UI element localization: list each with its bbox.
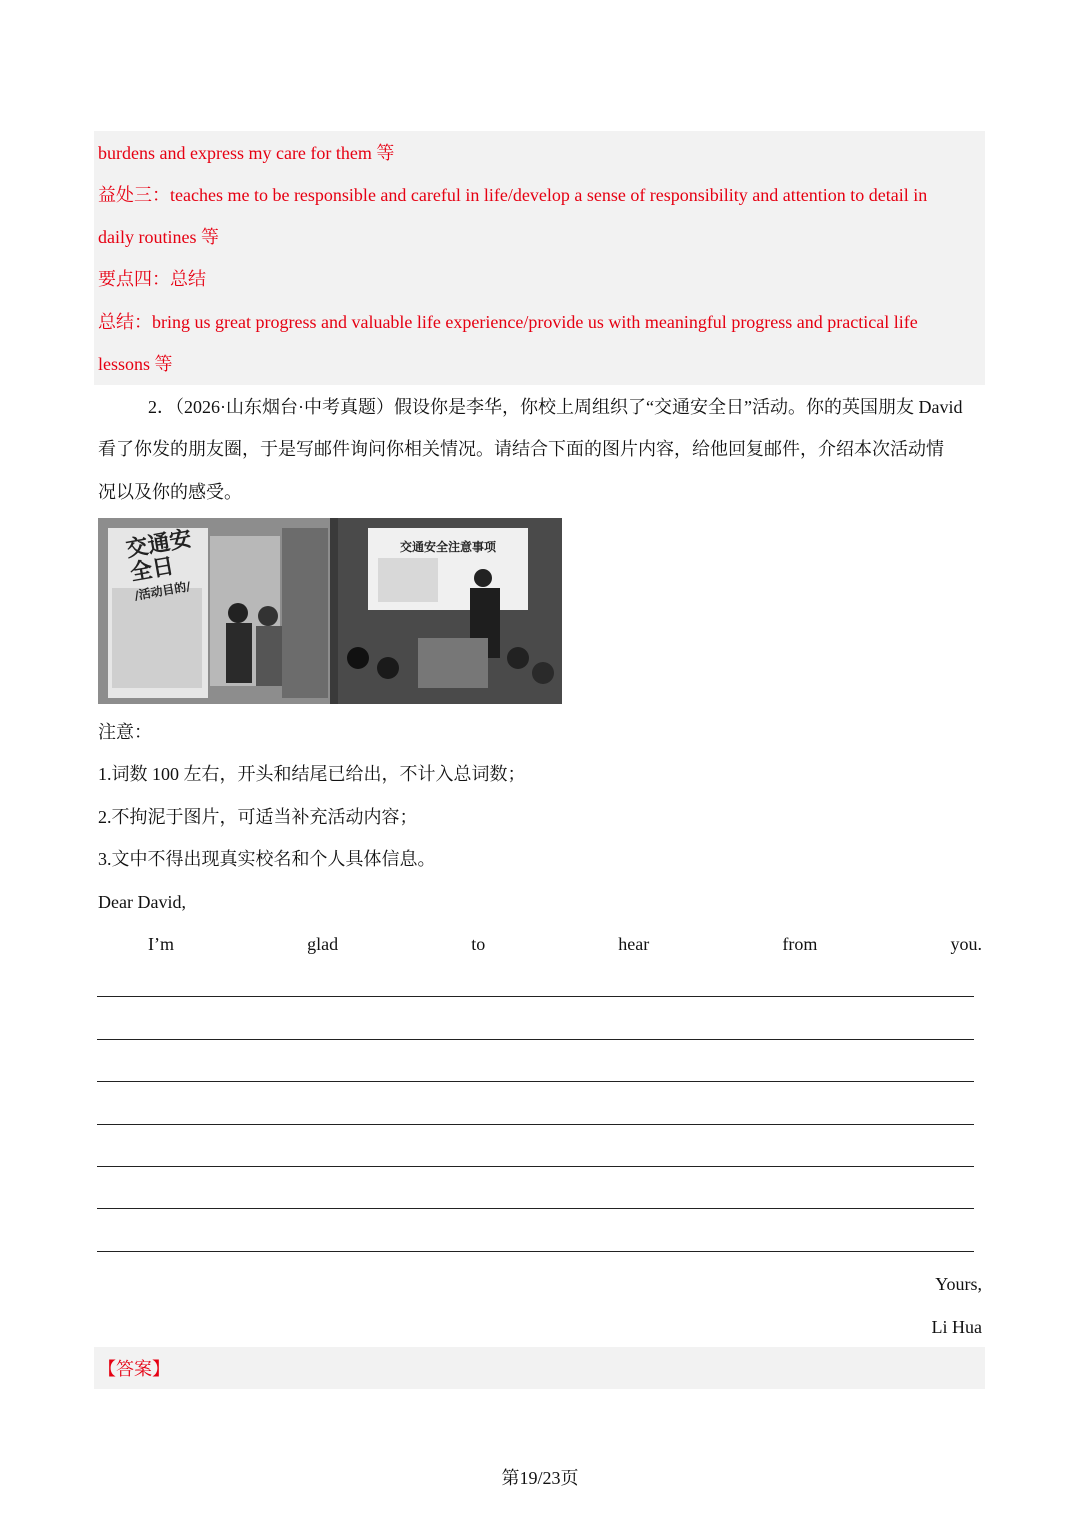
opening-word: hear [618, 934, 650, 954]
writing-line[interactable] [97, 1251, 974, 1252]
question-line-3: 况以及你的感受。 [98, 482, 242, 502]
writing-line[interactable] [97, 1081, 974, 1082]
activity-photo [98, 518, 562, 704]
answer-line-6: lessons 等 [98, 354, 173, 374]
photo-screen-title: 交通安全注意事项 [399, 540, 496, 554]
writing-line[interactable] [97, 1124, 974, 1125]
photo-banner-text: 交通安全日 [124, 526, 194, 587]
writing-line[interactable] [97, 1166, 974, 1167]
opening-word: you. [950, 934, 982, 954]
writing-line[interactable] [97, 1208, 974, 1209]
note-item-3: 3.文中不得出现真实校名和个人具体信息。 [98, 849, 436, 869]
answer-highlight-box [94, 131, 985, 385]
letter-closing: Yours, [935, 1274, 982, 1294]
page-number-footer: 第19/23页 [501, 1468, 579, 1488]
writing-line[interactable] [97, 1039, 974, 1040]
answer-line-1: burdens and express my care for them 等 [98, 143, 395, 163]
photo-banner-subtext: /活动目的/ [133, 579, 192, 603]
opening-word: I’m [148, 934, 174, 954]
answer-line-2: 益处三：teaches me to be responsible and careful in life/develop a sense of responsibility and attention to detail in [98, 185, 928, 205]
note-item-1: 1.词数 100 左右，开头和结尾已给出，不计入总词数； [98, 764, 526, 784]
letter-salutation: Dear David, [98, 892, 186, 912]
note-item-2: 2.不拘泥于图片，可适当补充活动内容； [98, 807, 418, 827]
opening-word: to [471, 934, 486, 954]
answer-label-box [94, 1347, 985, 1389]
opening-word: glad [307, 934, 339, 954]
question-line-1: 2．（2026·山东烟台·中考真题）假设你是李华，你校上周组织了“交通安全日”活动。你的英国朋友 David [148, 397, 963, 417]
letter-opening-line [148, 932, 982, 956]
answer-label: 【答案】 [98, 1359, 170, 1379]
answer-line-4: 要点四：总结 [98, 269, 206, 289]
question-line-2: 看了你发的朋友圈，于是写邮件询问你相关情况。请结合下面的图片内容，给他回复邮件，介绍本次活动情 [98, 439, 944, 459]
answer-line-5: 总结：bring us great progress and valuable life experience/provide us with meaningful progress and practical life [98, 312, 918, 332]
notes-heading: 注意： [98, 722, 152, 742]
opening-word: from [782, 934, 818, 954]
writing-line[interactable] [97, 996, 974, 997]
letter-signature: Li Hua [931, 1317, 982, 1337]
answer-line-3: daily routines 等 [98, 227, 219, 247]
